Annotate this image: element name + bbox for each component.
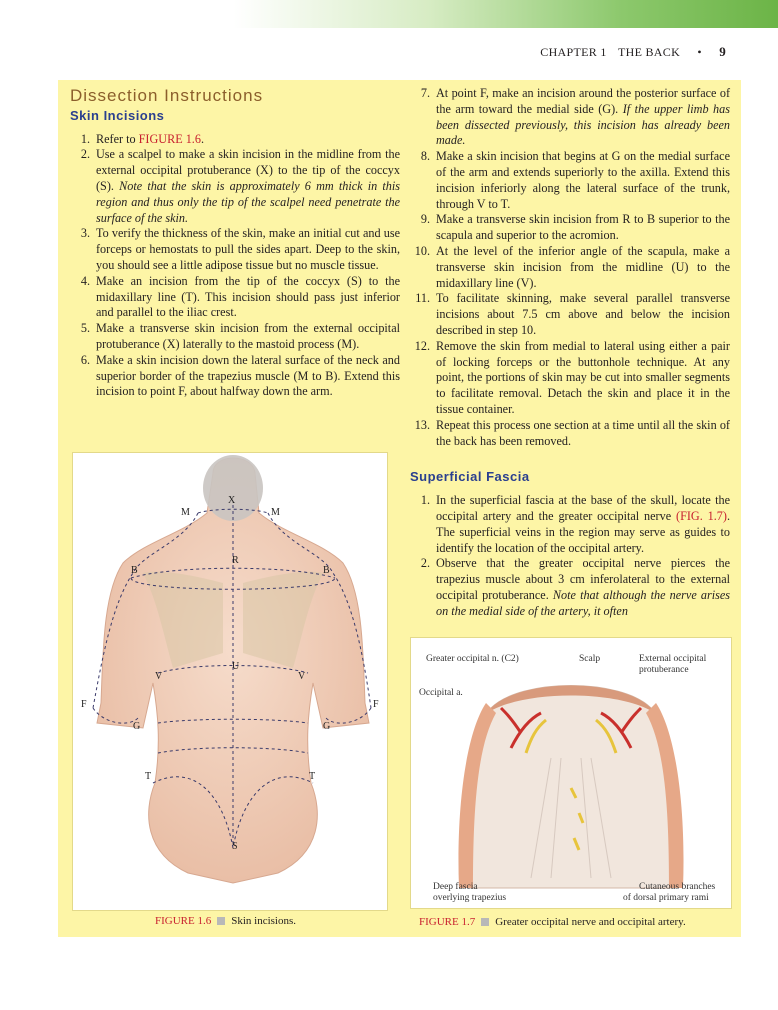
figure-label: FIGURE 1.6 — [155, 915, 212, 927]
label-r: R — [232, 555, 239, 566]
list-item: 1. Refer to FIGURE 1.6. — [80, 131, 204, 146]
label-cutaneous-branches-2: of dorsal primary rami — [623, 893, 709, 903]
list-item: 6. Make a skin incision down the lateral surface of the neck and superior border of the trapezius muscle (M to B). Extend this incision to point F, about halfway down the arm. — [80, 352, 400, 399]
label-deep-fascia-2: overlying trapezius — [433, 893, 507, 903]
figure-reference-link[interactable]: FIGURE 1.6 — [138, 131, 201, 146]
label-cutaneous-branches-1: Cutaneous branches — [639, 882, 716, 892]
label-b-right: B — [323, 565, 330, 576]
label-f-left: F — [81, 699, 87, 710]
label-v-left: V — [155, 671, 163, 682]
list-item: 1. In the superficial fascia at the base of the skull, locate the occipital artery and the greater occipital nerve (FIG. 1.7). The superficial veins in the region may serve as guides to identify the location of the occipital artery. — [420, 493, 730, 555]
label-s: S — [232, 841, 238, 852]
list-item: 9. Make a transverse skin incision from R to B superior to the scapula and superior to the acromion. — [420, 212, 730, 243]
list-item: 11. To facilitate skinning, make several parallel transverse incisions about 7.5 cm above and below the incision described in step 10. — [415, 291, 730, 337]
label-deep-fascia-1: Deep fascia — [433, 882, 478, 892]
figure-1-6 — [72, 452, 388, 911]
label-b-left: B — [131, 565, 138, 576]
list-item: 7. At point F, make an incision around the posterior surface of the arm toward the medial side (G). If the upper limb has been dissected previously, this incision has already been made. — [420, 86, 730, 148]
caption-text: Greater occipital nerve and occipital artery. — [495, 916, 686, 928]
list-item: 5. Make a transverse skin incision from the external occipital protuberance (X) laterally to the mastoid process (M). — [80, 321, 400, 351]
label-f-right: F — [373, 699, 379, 710]
skin-incision-steps-continued — [410, 86, 730, 449]
figure-1-7-caption — [419, 916, 686, 928]
caption-square-icon — [217, 917, 225, 925]
label-x: X — [228, 495, 236, 506]
page-number: 9 — [719, 44, 726, 59]
chapter-label: CHAPTER 1 — [540, 45, 607, 59]
list-item: 12. Remove the skin from medial to lateral using either a pair of locking forceps or the buttonhole technique. At any point, the portions of skin may be cut into smaller segments to facilitate removal. Detach the skin and place it in the tissue container. — [414, 338, 730, 416]
label-m-left: M — [181, 507, 190, 518]
right-column — [410, 86, 730, 620]
label-external-occipital-1: External occipital — [639, 654, 707, 664]
list-item: 2. Use a scalpel to make a skin incision in the midline from the external occipital protuberance (X) to the tip of the coccyx (S). Note that the skin is approximately 6 mm thick in this region and thus only the tip of the scalpel need penetrate the surface of the skin. — [80, 147, 400, 225]
occipital-illustration — [411, 638, 731, 908]
list-item: 10. At the level of the inferior angle of the scapula, make a transverse skin incision from the midline (U) to the midaxillary line (V). — [414, 243, 730, 290]
back-illustration — [73, 453, 387, 910]
section-label: THE BACK — [617, 45, 681, 59]
header-gradient-bar — [0, 0, 778, 28]
figure-reference-link[interactable]: (FIG. 1.7) — [676, 508, 727, 523]
figure-1-7 — [410, 637, 732, 909]
running-header — [540, 44, 726, 60]
label-t-left: T — [145, 771, 152, 782]
label-scalp: Scalp — [579, 654, 601, 664]
label-u: U — [232, 661, 240, 672]
page-title: Dissection Instructions — [70, 86, 264, 105]
section-heading-skin-incisions: Skin Incisions — [70, 107, 165, 123]
label-occipital-artery: Occipital a. — [419, 688, 463, 698]
label-v-right: V — [298, 671, 306, 682]
label-g-right: G — [323, 721, 331, 732]
list-item: 8. Make a skin incision that begins at G on the medial surface of the arm and extends superiorly to the axilla. Extend this incision inferiorly along the lateral surface of the trunk, through V to T. — [420, 149, 730, 211]
skin-incision-steps — [70, 132, 400, 401]
list-item: 2. Observe that the greater occipital nerve pierces the trapezius muscle about 3 cm inferolateral to the external occipital protuberance. Note that although the nerve arises on the medial side of the artery, it often — [420, 556, 730, 618]
label-greater-occipital-nerve: Greater occipital n. (C2) — [426, 654, 519, 664]
label-g-left: G — [133, 721, 141, 732]
figure-label: FIGURE 1.7 — [419, 916, 476, 928]
figure-1-6-caption — [155, 915, 296, 927]
caption-text: Skin incisions. — [231, 915, 297, 927]
list-item: 4. Make an incision from the tip of the coccyx (S) to the midaxillary line (T). This incision should pass just inferior and parallel to the iliac crest. — [80, 273, 400, 320]
left-column — [70, 88, 400, 400]
list-item: 3. To verify the thickness of the skin, make an initial cut and use forceps or hemostats to pull the sides apart. Deep to the skin, you should see a little adipose tissue but no muscle tissue. — [80, 226, 400, 272]
list-item: 13. Repeat this process one section at a time until all the skin of the back has been removed. — [414, 417, 730, 448]
section-heading-superficial-fascia: Superficial Fascia — [410, 469, 530, 485]
label-m-right: M — [271, 507, 280, 518]
header-bullet: • — [697, 45, 702, 59]
superficial-fascia-steps — [410, 493, 730, 619]
caption-square-icon — [481, 918, 489, 926]
label-external-occipital-2: protuberance — [639, 665, 689, 675]
label-t-right: T — [309, 771, 316, 782]
